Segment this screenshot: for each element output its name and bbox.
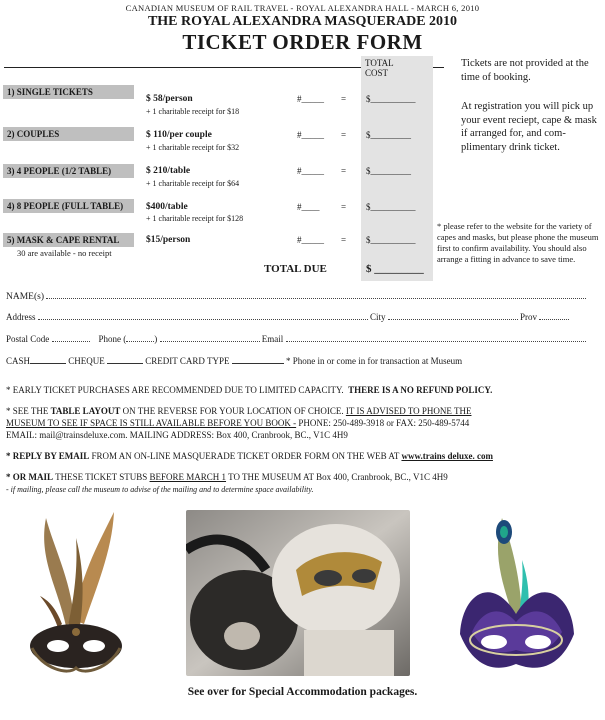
price-couples: $ 110/per couple bbox=[146, 130, 212, 140]
payment-row bbox=[6, 355, 462, 366]
masquerade-photo-image bbox=[186, 510, 410, 676]
receipt-full-table: + 1 charitable receipt for $128 bbox=[146, 214, 244, 223]
total-cost-heading: TOTAL COST bbox=[365, 58, 394, 78]
cash-input[interactable] bbox=[30, 355, 66, 364]
postal-label: Postal Code bbox=[6, 334, 50, 344]
equals-sign: = bbox=[341, 202, 347, 212]
pheasant-feather-mask-image bbox=[18, 508, 130, 680]
no-refund-policy: THERE IS A NO REFUND POLICY. bbox=[348, 385, 493, 395]
event-title: THE ROYAL ALEXANDRA MASQUERADE 2010 bbox=[147, 14, 458, 29]
amount-mask-cape-field[interactable]: $__________ bbox=[366, 235, 416, 245]
form-title: TICKET ORDER FORM bbox=[182, 30, 423, 54]
reply-email-note: * REPLY BY EMAIL FROM AN ON-LINE MASQUERADE TICKET ORDER FORM ON THE WEB AT www.trains deluxe. com bbox=[6, 451, 493, 461]
phone-label: Phone ( bbox=[98, 334, 127, 344]
address-input[interactable] bbox=[38, 311, 368, 320]
name-input[interactable] bbox=[46, 290, 586, 299]
amount-couples-field[interactable]: $_________ bbox=[366, 130, 411, 140]
phone-input[interactable] bbox=[160, 333, 260, 342]
amount-half-table-field[interactable]: $_________ bbox=[366, 166, 411, 176]
email-label: Email bbox=[261, 334, 284, 344]
name-row bbox=[6, 290, 586, 302]
credit-card-input[interactable] bbox=[232, 355, 284, 364]
peacock-feather-mask-image bbox=[452, 514, 582, 684]
special-accommodation-note: See over for Special Accommodation packages. bbox=[187, 686, 418, 698]
prov-input[interactable] bbox=[539, 311, 569, 320]
name-label: NAME(s) bbox=[6, 292, 44, 302]
qty-couples-field[interactable]: #_____ bbox=[297, 130, 324, 140]
qty-half-table-field[interactable]: #_____ bbox=[297, 166, 324, 176]
refer-website-note: * please refer to the website for the variety of capes and masks, but please phone the museum first to confirm availability. You should also arrange a fitting in advance to save time. bbox=[437, 221, 599, 264]
rental-note: 30 are available - no receipt bbox=[17, 248, 112, 258]
price-single: $ 58/person bbox=[146, 94, 193, 104]
email-input[interactable] bbox=[286, 333, 586, 342]
receipt-single: + 1 charitable receipt for $18 bbox=[146, 107, 240, 116]
price-half-table: $ 210/table bbox=[146, 166, 191, 176]
cheque-label: CHEQUE bbox=[68, 356, 105, 366]
total-due-field[interactable]: $ _________ bbox=[366, 263, 424, 275]
cheque-input[interactable] bbox=[107, 355, 143, 364]
cash-label: CASH bbox=[6, 356, 31, 366]
equals-sign: = bbox=[341, 166, 347, 176]
category-half-table: 3) 4 PEOPLE (1/2 TABLE) bbox=[3, 164, 134, 178]
table-layout-note: * SEE THE TABLE LAYOUT ON THE REVERSE FOR YOUR LOCATION OF CHOICE. IT IS ADVISED TO PHONE THE MUSEUM TO SEE IF SPACE IS STILL AVAILABLE BEFORE YOU BOOK - PHONE: 250-489-3918 or FAX: 250-489-5744 EMAIL: mail@trainsdeluxe.com. MAILING ADDRESS: Box 400, Cranbrook, BC., V1C 4H9 bbox=[6, 406, 472, 440]
receipt-half-table: + 1 charitable receipt for $64 bbox=[146, 179, 240, 188]
total-due-label: TOTAL DUE bbox=[264, 263, 327, 275]
phone-in-note: * Phone in or come in for transaction at Museum bbox=[285, 356, 463, 366]
equals-sign: = bbox=[341, 130, 347, 140]
category-couples: 2) COUPLES bbox=[3, 127, 134, 141]
credit-card-label: CREDIT CARD TYPE bbox=[145, 356, 230, 366]
equals-sign: = bbox=[341, 94, 347, 104]
postal-input[interactable] bbox=[52, 333, 90, 342]
category-full-table: 4) 8 PEOPLE (FULL TABLE) bbox=[3, 199, 134, 213]
amount-single-field[interactable]: $__________ bbox=[366, 94, 416, 104]
address-label: Address bbox=[6, 312, 36, 322]
address-row bbox=[6, 311, 569, 322]
equals-sign: = bbox=[341, 235, 347, 245]
not-provided-note: Tickets are not provided at the time of booking. bbox=[461, 58, 589, 83]
qty-mask-cape-field[interactable]: #_____ bbox=[297, 235, 324, 245]
mail-note: * OR MAIL THESE TICKET STUBS BEFORE MARCH 1 TO THE MUSEUM AT Box 400, Cranbrook, BC., V1C 4H9 - if mailing, please call the museum to advise of the mailing and to determine space availability. bbox=[6, 472, 448, 494]
contact-row: Postal Code Phone ( ) Email bbox=[6, 333, 586, 344]
receipt-couples: + 1 charitable receipt for $32 bbox=[146, 143, 240, 152]
amount-full-table-field[interactable]: $__________ bbox=[366, 202, 416, 212]
qty-single-field[interactable]: #_____ bbox=[297, 94, 324, 104]
contact-info: EMAIL: mail@trainsdeluxe.com. MAILING ADDRESS: Box 400, Cranbrook, BC., V1C 4H9 bbox=[6, 430, 348, 440]
website-link[interactable]: www.trains deluxe. com bbox=[401, 451, 493, 461]
category-mask-cape-rental: 5) MASK & CAPE RENTAL bbox=[3, 233, 134, 247]
city-label: City bbox=[370, 312, 386, 322]
price-mask-cape: $15/person bbox=[146, 235, 191, 245]
phone-area-input[interactable] bbox=[126, 333, 154, 342]
category-single-tickets: 1) SINGLE TICKETS bbox=[3, 85, 134, 99]
qty-full-table-field[interactable]: #____ bbox=[297, 202, 320, 212]
prov-label: Prov bbox=[520, 312, 538, 322]
city-input[interactable] bbox=[388, 311, 518, 320]
header-top-line: CANADIAN MUSEUM OF RAIL TRAVEL - ROYAL ALEXANDRA HALL - MARCH 6, 2010 bbox=[125, 3, 480, 13]
early-purchase-note: * EARLY TICKET PURCHASES ARE RECOMMENDED DUE TO LIMITED CAPACITY. THERE IS A NO REFUND POLICY. bbox=[6, 385, 493, 395]
price-full-table: $400/table bbox=[146, 202, 188, 212]
pickup-note: At registration you will pick up your event reciept, cape & mask if arranged for, and com-plimentary drink ticket. bbox=[461, 101, 597, 153]
